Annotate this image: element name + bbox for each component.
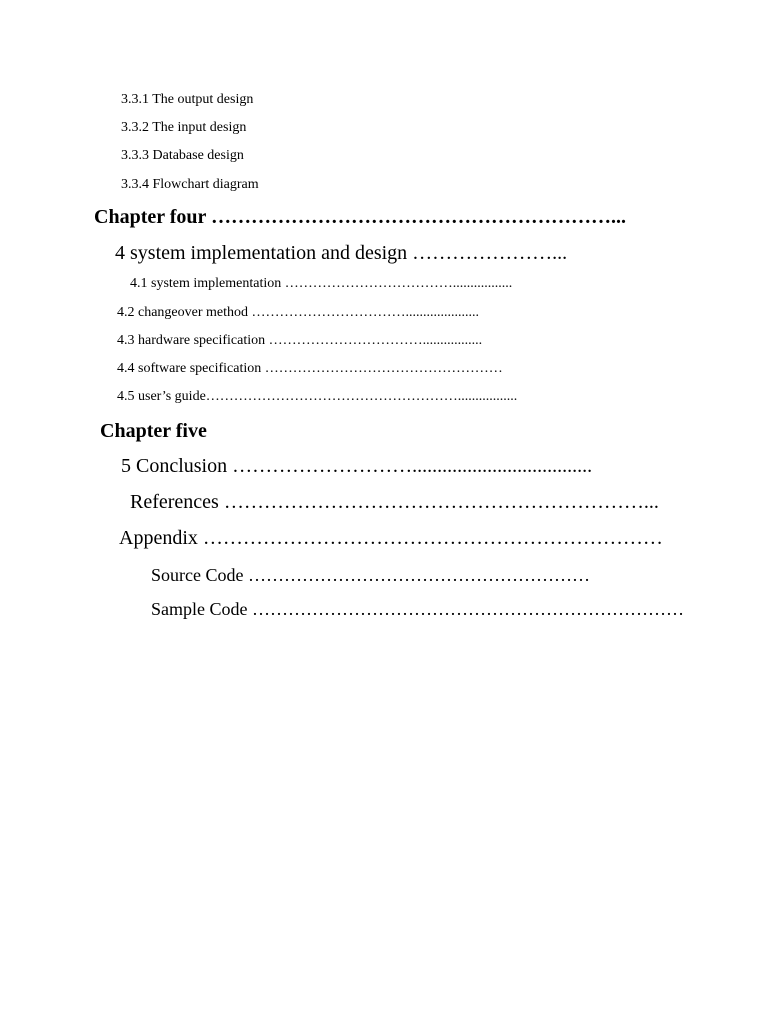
- toc-entry-4-4: 4.4 software specification ……………………………………………: [117, 361, 503, 376]
- toc-chapter-five: Chapter five: [100, 420, 207, 442]
- toc-references: References ………………………………………………………...: [130, 491, 659, 513]
- toc-entry-3-3-1: 3.3.1 The output design: [121, 92, 254, 107]
- toc-entry-3-3-3: 3.3.3 Database design: [121, 148, 244, 163]
- toc-chapter-five-title: 5 Conclusion ………………………....................................: [121, 455, 593, 477]
- toc-sample-code: Sample Code ………………………………………………………………: [151, 599, 684, 619]
- toc-chapter-four: Chapter four ……………………………………………………...: [94, 206, 627, 228]
- toc-entry-4-1: 4.1 system implementation ……………………………….................: [130, 276, 513, 291]
- toc-entry-4-2: 4.2 changeover method …………………………….....................: [117, 305, 480, 320]
- toc-source-code: Source Code …………………………………………………: [151, 565, 590, 585]
- toc-appendix: Appendix ……………………………………………………………: [119, 527, 663, 549]
- toc-entry-3-3-2: 3.3.2 The input design: [121, 120, 247, 135]
- toc-entry-4-5: 4.5 user’s guide……………………………………………….................: [117, 389, 518, 404]
- toc-entry-4-3: 4.3 hardware specification …………………………….................: [117, 333, 483, 348]
- toc-entry-3-3-4: 3.3.4 Flowchart diagram: [121, 177, 259, 192]
- toc-chapter-four-title: 4 system implementation and design …………………...: [115, 242, 568, 264]
